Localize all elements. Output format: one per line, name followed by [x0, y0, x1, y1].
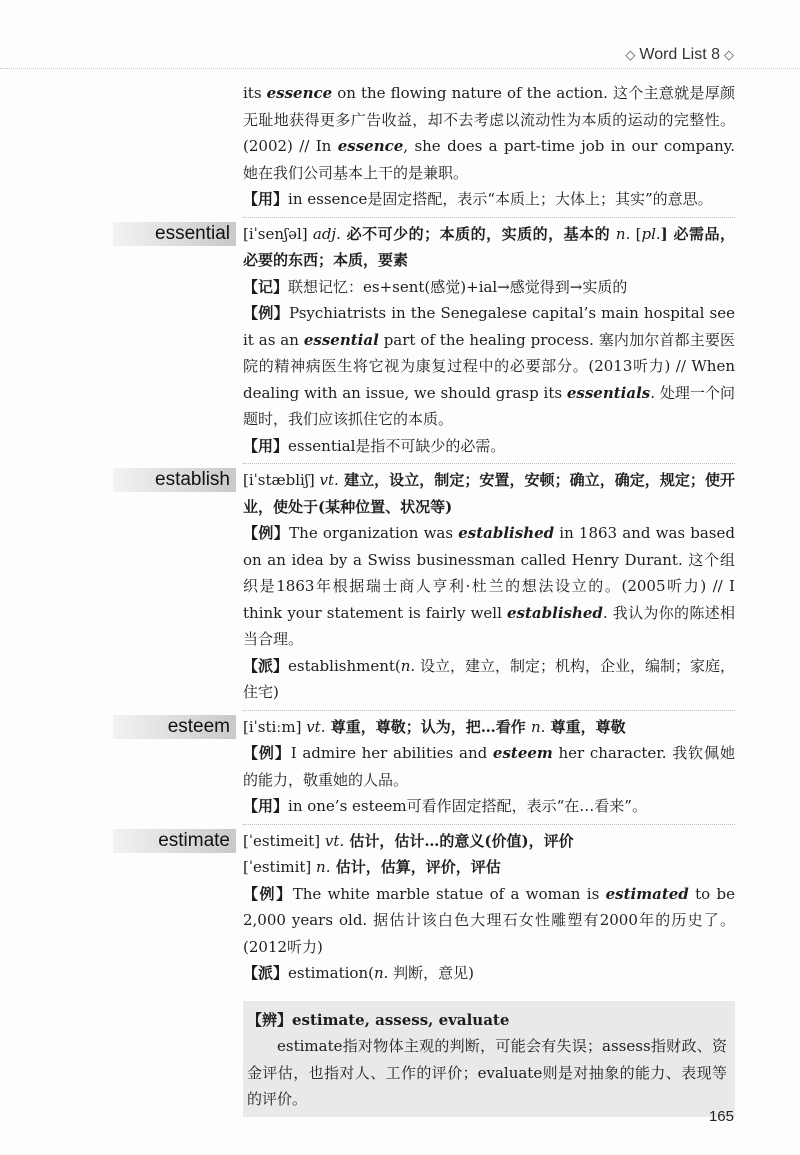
page-number: 165: [708, 1108, 734, 1125]
page-content: [155, 80, 736, 1117]
usage-note: 【用】in one’s esteem可看作固定搭配，表示“在…看来”。: [243, 797, 647, 815]
page-header: [0, 38, 800, 69]
entry-essential: [155, 217, 736, 460]
example: 【例】The organization was established in 1863 and was based on an idea by a Swiss businessman called Henry Durant. 这个组织是1863年根据瑞士商人亨利·杜兰的想法设立的。(2005听力) // I think your statement is fairly well established. 我认为你的陈述相当合理。: [243, 524, 735, 648]
headword: establish: [113, 468, 236, 492]
example: 【例】Psychiatrists in the Senegalese capital’s main hospital see it as an essential part of the healing process. 塞内加尔首都主要医院的精神病医生将它视为康复过程中的必要部分。(2013听力) // When dealing with an issue, we should grasp its essentials. 处理一个问题时，我们应该抓住它的本质。: [243, 304, 736, 428]
definition: [iˈstiːm] vt. 尊重，尊敬；认为，把…看作 n. 尊重，尊敬: [243, 717, 626, 736]
entry-estimate: [158, 824, 735, 987]
headword: esteem: [113, 715, 236, 739]
entry-establish: [155, 463, 735, 706]
headword: estimate: [113, 829, 236, 853]
word-list-label: Word List 8: [639, 46, 720, 63]
distinguish-title: 【辨】estimate, assess, evaluate: [247, 1010, 510, 1029]
definition-noun: [ˈestimit] n. 估计，估算，评价，评估: [243, 858, 501, 876]
example: 【例】The white marble statue of a woman is estimated to be 2,000 years old. 据估计该白色大理石女性雕塑有2000年的历史了。(2012听力): [243, 884, 735, 956]
headword: essential: [113, 222, 236, 246]
diamond-ornament-icon: ◇: [625, 47, 636, 62]
derivative-note: 【派】establishment(n. 设立，建立，制定；机构，企业，编制；家庭，住宅): [243, 656, 735, 701]
distinguish-box: [243, 1001, 735, 1117]
definition-verb: [ˈestimeit] vt. 估计，估计…的意义(价值)，评价: [243, 831, 574, 850]
intro-block: [243, 80, 735, 213]
derivative-note: 【派】estimation(n. 判断，意见): [243, 964, 475, 982]
distinguish-body: estimate指对物体主观的判断，可能会有失误；assess指财政、资金评估，也指对人、工作的评价；evaluate则是对抽象的能力、表现等的评价。: [247, 1037, 727, 1108]
diamond-ornament-icon: ◇: [724, 47, 734, 62]
definition: [iˈsenʃəl] adj. 必不可少的；本质的，实质的，基本的 n. [pl.] 必需品，必要的东西；本质，要素: [243, 224, 736, 269]
word-list-title: [621, 46, 738, 64]
example: 【例】I admire her abilities and esteem her character. 我钦佩她的能力，敬重她的人品。: [243, 744, 735, 789]
usage-note: 【用】essential是指不可缺少的必需。: [243, 436, 506, 455]
definition: [iˈstæbliʃ] vt. 建立，设立，制定；安置，安顿；确立，确定，规定；使开业，使处于(某种位置、状况等): [243, 471, 735, 516]
entry-esteem: [167, 710, 735, 820]
intro-usage: 【用】in essence是固定搭配，表示“本质上；大体上；其实”的意思。: [243, 190, 713, 208]
memory-note: 【记】联想记忆：es+sent(感觉)+ial→感觉得到→实质的: [243, 277, 628, 296]
intro-example: its essence on the flowing nature of the action. 这个主意就是厚颜无耻地获得更多广告收益，却不去考虑以流动性为本质的运动的完整性。(2002) // In essence, she does a part-time job in our company. 她在我们公司基本上干的是兼职。: [243, 84, 736, 182]
